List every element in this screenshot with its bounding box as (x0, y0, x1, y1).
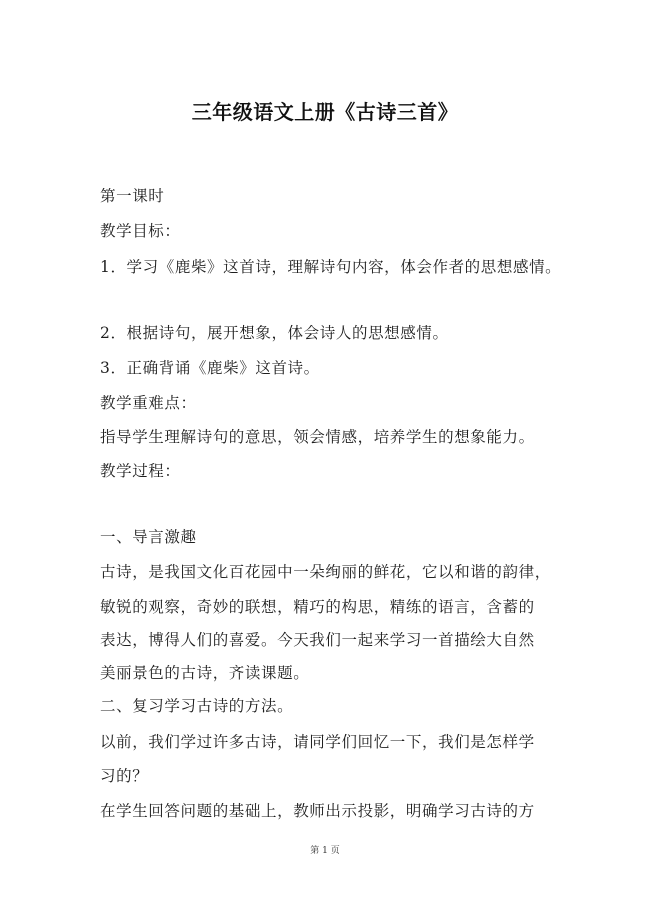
text-line-paragraph-1: 古诗，是我国文化百花园中一朵绚丽的鲜花，它以和谐的韵律， (100, 563, 551, 581)
text-line-paragraph-5: 以前，我们学过许多古诗，请同学们回忆一下，我们是怎样学 (100, 733, 535, 751)
text-line-paragraph-6: 习的？ (100, 767, 149, 785)
text-line-paragraph-4: 美丽景色的古诗，齐读课题。 (100, 664, 310, 682)
text-line-objective-3: 3．正确背诵《鹿柴》这首诗。 (100, 359, 320, 377)
text-line-section-2-heading: 二、复习学习古诗的方法。 (100, 697, 294, 715)
page-number: 第 1 页 (310, 846, 340, 856)
text-line-paragraph-7: 在学生回答问题的基础上，教师出示投影，明确学习古诗的方 (100, 802, 535, 820)
text-line-objectives-heading: 教学目标： (100, 222, 181, 240)
text-line-objective-2: 2．根据诗句，展开想象，体会诗人的思想感情。 (100, 324, 449, 342)
text-line-paragraph-3: 表达，博得人们的喜爱。今天我们一起来学习一首描绘大自然 (100, 631, 535, 649)
text-line-paragraph-2: 敏锐的观察，奇妙的联想，精巧的构思，精练的语言，含蓄的 (100, 598, 535, 616)
text-line-objective-1: 1．学习《鹿柴》这首诗，理解诗句内容，体会作者的思想感情。 (100, 258, 562, 276)
text-line-section-1-heading: 一、导言激趣 (100, 528, 197, 546)
document-title: 三年级语文上册《古诗三首》 (191, 100, 459, 124)
text-line-process-heading: 教学过程： (100, 462, 181, 480)
text-line-key-points-heading: 教学重难点： (100, 394, 197, 412)
text-line-lesson: 第一课时 (100, 187, 165, 205)
text-line-key-points: 指导学生理解诗句的意思，领会情感，培养学生的想象能力。 (100, 428, 535, 446)
